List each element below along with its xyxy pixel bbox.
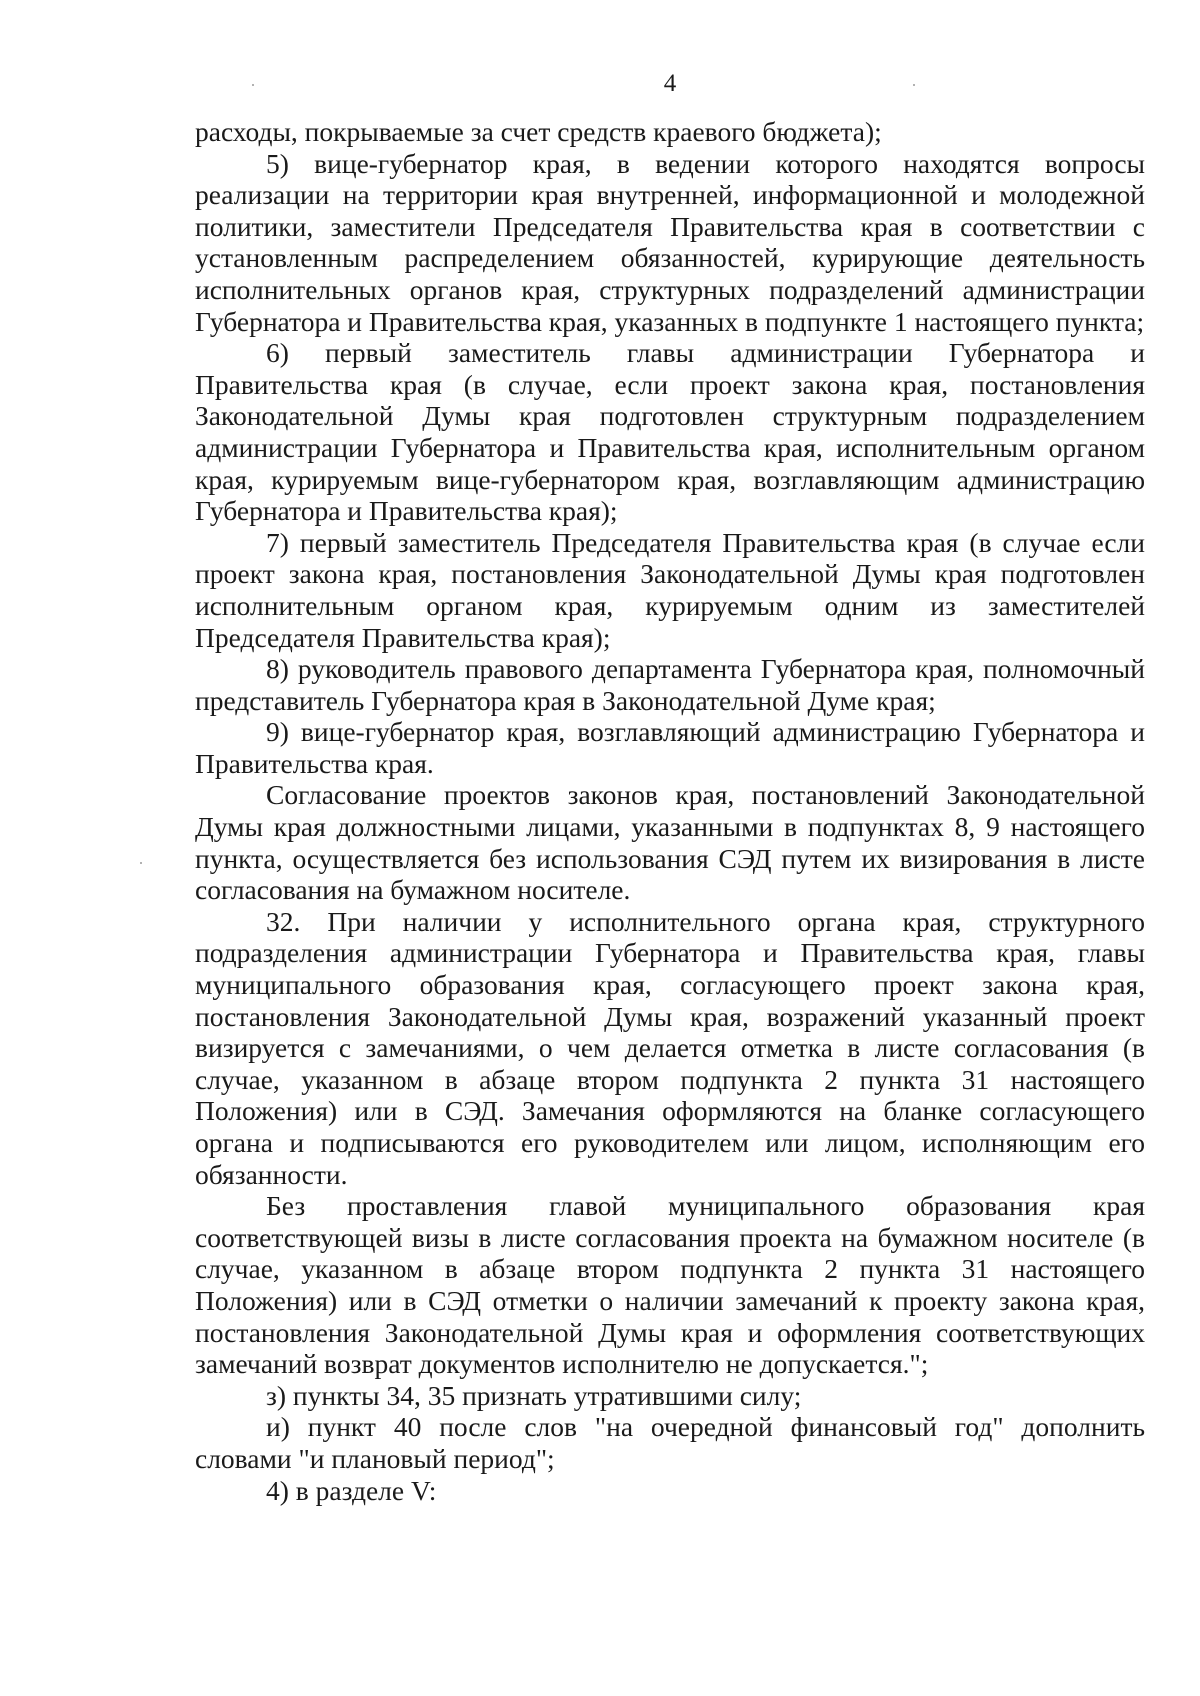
document-page	[195, 0, 1145, 1696]
paragraph: и) пункт 40 после слов "на очередной финансовый год" дополнить словами "и плановый период";	[195, 1411, 1145, 1474]
paragraph: з) пункты 34, 35 признать утратившими силу;	[266, 1379, 802, 1411]
page-number: 4	[663, 70, 677, 97]
paragraph: 7) первый заместитель Председателя Правительства края (в случае если проект закона края, постановления Законодательной Думы края подготовлен исполнительным органом края, курируемым одним из заместителей Председателя Правительства края);	[195, 526, 1145, 653]
scan-speck	[252, 84, 254, 86]
paragraph: 32. При наличии у исполнительного органа края, структурного подразделения администрации Губернатора и Правительства края, главы муниципального образования края, согласующего проект закона края, постановления Законодательной Думы края, возражений указанный проект визируется с замечаниями, о чем делается отметка в листе согласования (в случае, указанном в абзаце втором подпункта 2 пункта 31 настоящего Положения) или в СЭД. Замечания оформляются на бланке согласующего органа и подписываются его руководителем или лицом, исполняющим его обязанности.	[195, 905, 1145, 1190]
scan-speck	[140, 862, 142, 864]
paragraph: 8) руководитель правового департамента Губернатора края, полномочный представитель Губернатора края в Законодательной Думе края;	[195, 653, 1145, 716]
scan-speck	[913, 84, 915, 86]
paragraph: 9) вице-губернатор края, возглавляющий администрацию Губернатора и Правительства края.	[195, 716, 1145, 779]
paragraph: Без проставления главой муниципального образования края соответствующей визы в листе согласования проекта на бумажном носителе (в случае, указанном в абзаце втором подпункта 2 пункта 31 настоящего Положения) или в СЭД отметки о наличии замечаний к проекту закона края, постановления Законодательной Думы края и оформления соответствующих замечаний возврат документов исполнителю не допускается.";	[195, 1190, 1145, 1380]
paragraph: расходы, покрываемые за счет средств краевого бюджета);	[195, 116, 882, 147]
document-body	[195, 116, 1145, 1506]
paragraph: 4) в разделе V:	[266, 1474, 437, 1506]
paragraph: 6) первый заместитель главы администрации Губернатора и Правительства края (в случае, если проект закона края, постановления Законодательной Думы края подготовлен структурным подразделением администрации Губернатора и Правительства края, исполнительным органом края, курируемым вице-губернатором края, возглавляющим администрацию Губернатора и Правительства края);	[195, 337, 1145, 527]
paragraph: 5) вице-губернатор края, в ведении которого находятся вопросы реализации на территории края внутренней, информационной и молодежной политики, заместители Председателя Правительства края в соответствии с установленным распределением обязанностей, курирующие деятельность исполнительных органов края, структурных подразделений администрации Губернатора и Правительства края, указанных в подпункте 1 настоящего пункта;	[195, 147, 1145, 337]
paragraph: Согласование проектов законов края, постановлений Законодательной Думы края должностными лицами, указанными в подпунктах 8, 9 настоящего пункта, осуществляется без использования СЭД путем их визирования в листе согласования на бумажном носителе.	[195, 779, 1145, 906]
